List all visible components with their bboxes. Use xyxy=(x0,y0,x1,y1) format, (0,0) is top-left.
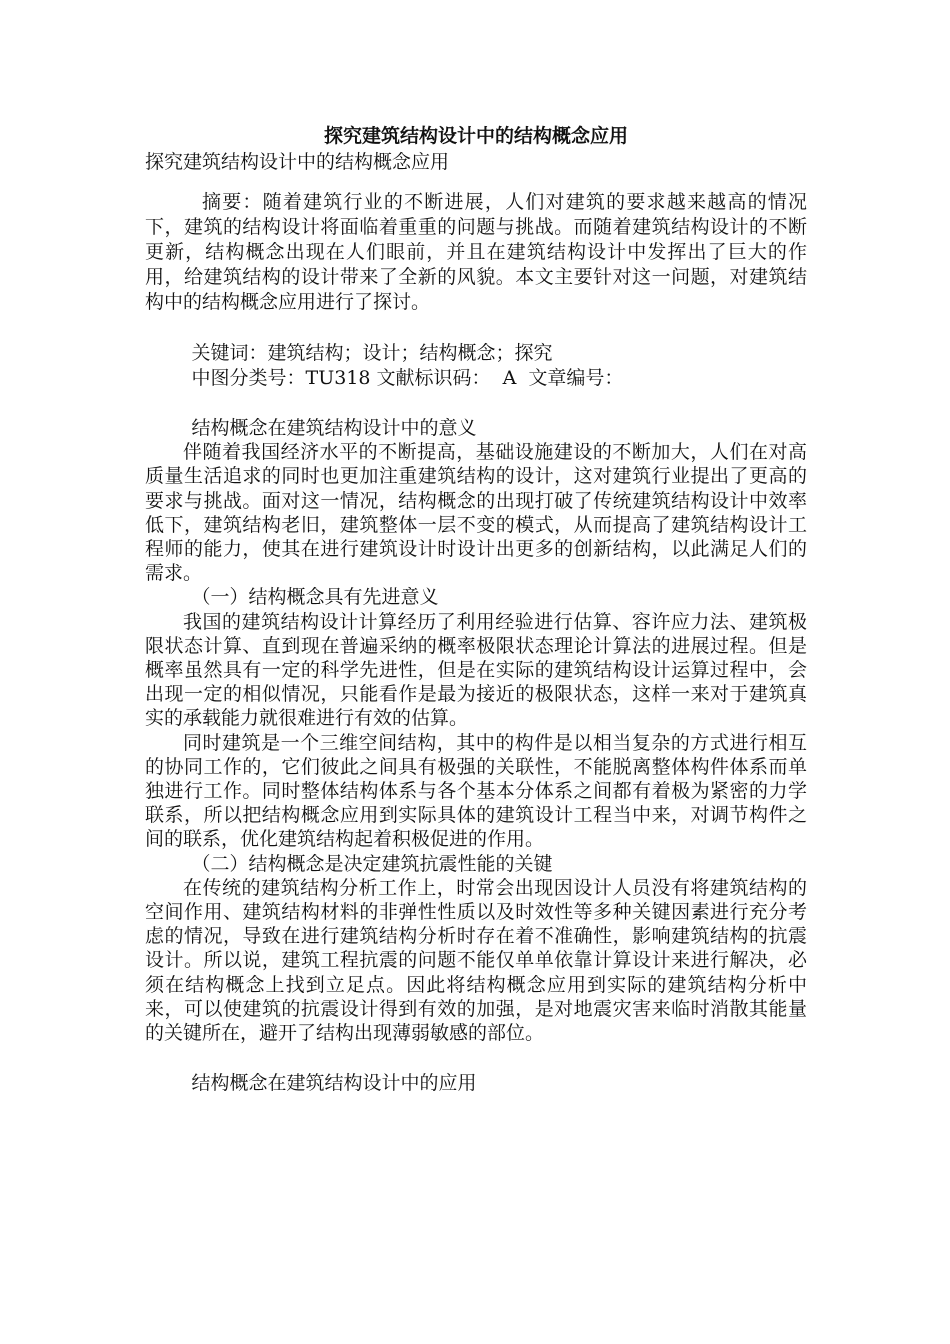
section-heading-application: 结构概念在建筑结构设计中的应用 xyxy=(191,1072,477,1095)
document-page xyxy=(145,122,807,1095)
body-paragraph: 伴随着我国经济水平的不断提高，基础设施建设的不断加大，人们在对高质量生活追求的同时也更加注重建筑结构的设计，这对建筑行业提出了更高的要求与挑战。面对这一情况，结构概念的出现打破了传统建筑结构设计中效率低下，建筑结构老旧，建筑整体一层不变的模式，从而提高了建筑结构设计工程师的能力，使其在进行建筑设计时设计出更多的创新结构，以此满足人们的需求。 xyxy=(145,441,807,585)
keywords-line: 关键词：建筑结构；设计；结构概念；探究 xyxy=(191,342,553,364)
body-paragraph: 同时建筑是一个三维空间结构，其中的构件是以相当复杂的方式进行相互的协同工作的，它们彼此之间具有极强的关联性，不能脱离整体构件体系而单独进行工作。同时整体结构体系与各个基本分体系之间都有着极为紧密的力学联系，所以把结构概念应用到实际具体的建筑设计工程当中来，对调节构件之间的联系，优化建筑结构起着积极促进的作用。 xyxy=(145,731,807,851)
document-title: 探究建筑结构设计中的结构概念应用 xyxy=(323,125,628,147)
classification-line: 中图分类号：TU318 文献标识码： A 文章编号： xyxy=(191,366,624,389)
document-subtitle: 探究建筑结构设计中的结构概念应用 xyxy=(145,151,450,173)
body-paragraph: 在传统的建筑结构分析工作上，时常会出现因设计人员没有将建筑结构的空间作用、建筑结构材料的非弹性性质以及时效性等多种关键因素进行充分考虑的情况，导致在进行建筑结构分析时存在着不准确性，影响建筑结构的抗震设计。所以说，建筑工程抗震的问题不能仅单单依靠计算设计来进行解决，必须在结构概念上找到立足点。因此将结构概念应用到实际的建筑结构分析中来，可以使建筑的抗震设计得到有效的加强，是对地震灾害来临时消散其能量的关键所在，避开了结构出现薄弱敏感的部位。 xyxy=(145,876,807,1045)
subsection-heading-advanced: （一）结构概念具有先进意义 xyxy=(191,586,439,609)
spacer xyxy=(145,1045,807,1071)
section-heading-significance: 结构概念在建筑结构设计中的意义 xyxy=(191,417,477,439)
abstract-paragraph: 摘要：随着建筑行业的不断进展，人们对建筑的要求越来越高的情况下，建筑的结构设计将面临着重重的问题与挑战。而随着建筑结构设计的不断更新，结构概念出现在人们眼前，并且在建筑结构设计中发挥出了巨大的作用，给建筑结构的设计带来了全新的风貌。本文主要针对这一问题，对建筑结构中的结构概念应用进行了探讨。 xyxy=(145,191,807,313)
spacer xyxy=(145,315,807,341)
spacer xyxy=(145,390,807,416)
subsection-heading-seismic: （二）结构概念是决定建筑抗震性能的关键 xyxy=(191,852,553,875)
body-paragraph: 我国的建筑结构设计计算经历了利用经验进行估算、容许应力法、建筑极限状态计算、直到现在普遍采纳的概率极限状态理论计算法的进展过程。但是概率虽然具有一定的科学先进性，但是在实际的建筑结构设计运算过程中，会出现一定的相似情况，只能看作是最为接近的极限状态，这样一来对于建筑真实的承载能力就很难进行有效的估算。 xyxy=(145,610,807,730)
